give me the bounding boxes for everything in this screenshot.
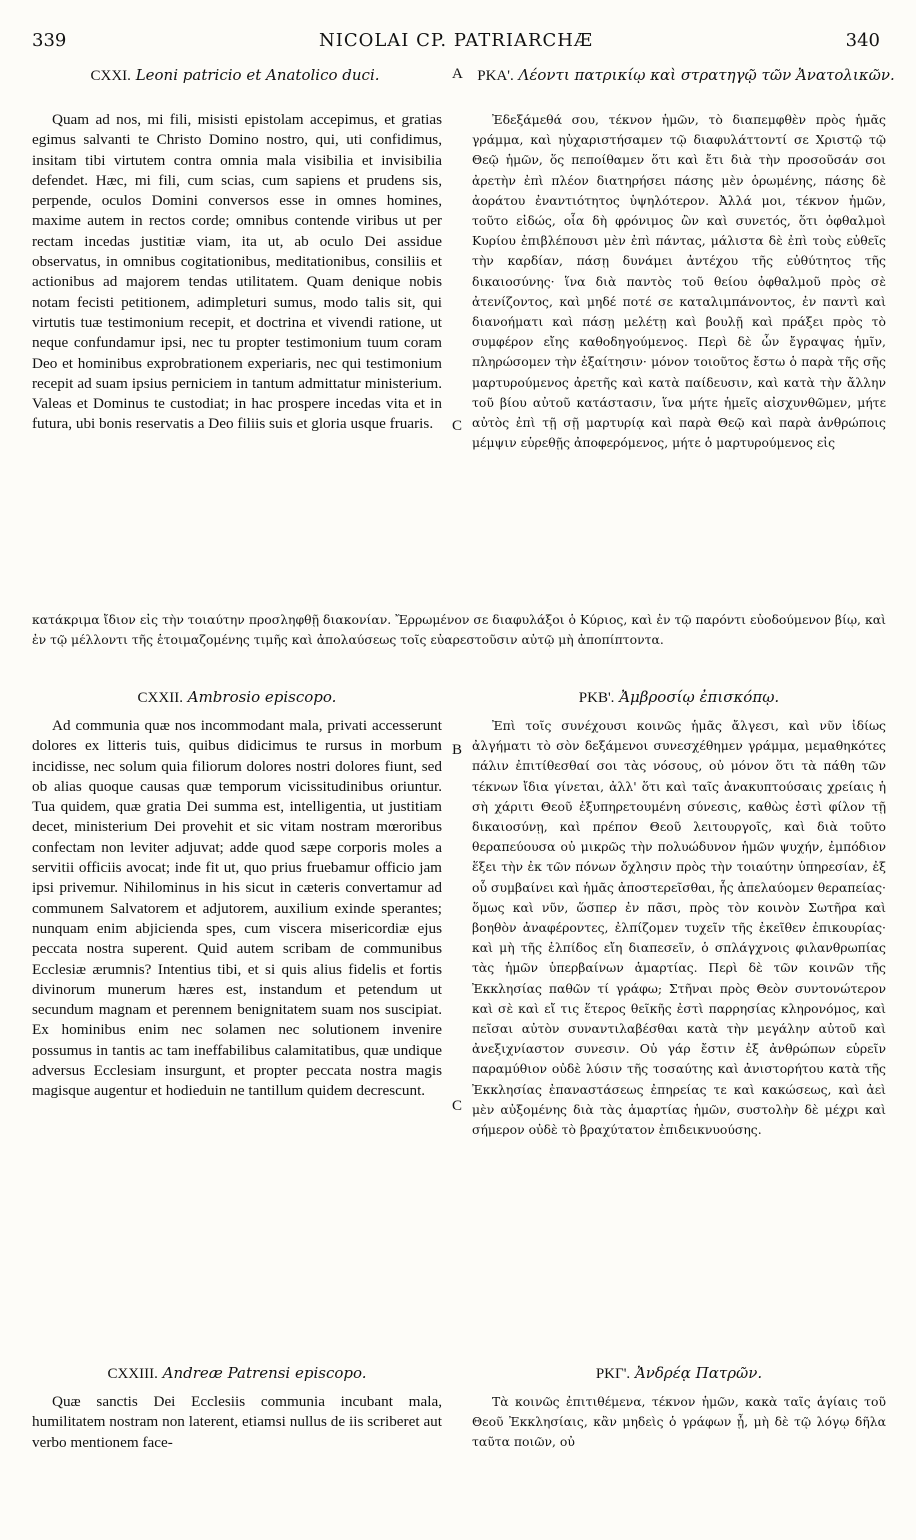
latin-heading-121 [70,66,400,85]
margin-letter-b: B [452,742,463,758]
greek-column-122 [472,716,886,1140]
latin-text-121: Quam ad nos, mi fili, misisti epistolam accepimus, et gratias egimus salvanti te Christo Domino nostro, qui, uti confidimus, insitam tibi virtutem contra omnia mala visibilia et invisibilia defendet. Hæc, mi fili, cum scias, cum sapiens et prudens sis, perpende, oculos Domini conversos esse in omnes homines, maxime autem in rectos corde; omnibus contende viribus ut per rectam incedas justitiæ viam, ita ut, ab oculo Dei assidue observatus, in omnibus cogitationibus, meditationibus, consiliis et actionibus ad majorem tendas utilitatem. Quam denique nobis notam fecisti petitionem, adimpleturi sumus, modo talis sit, qui virtutis tuæ testimonium recepit, et doctrina et vivendi ratione, ut neque confundamur ipsi, nec tu propter testimonium tuum coram Deo et hominibus exprobrationem experiaris, nec qui testimonium recepit ad suam ipsius perniciem in tantum admittatur ministerium. Valeas et Dominus te custodiat; in hac prospere incedas vita et in futura, ubi bonis reservatis a Deo filiis suis et gloria usque fruaris. [32,111,442,433]
running-head [32,30,880,60]
greek-text-122: Ἐπὶ τοῖς συνέχουσι κοινῶς ἡμᾶς ἄλγεσι, καὶ νῦν ἰδίως ἀλγήματι τὸ σὸν δεξάμενοι συνεσχέθημεν γράμμα, μεμαθηκότες πάλιν ἐπιτίθεσθαί σοι τὰς νόσους, οὐ μόνον ὅτι τὰ πάθη τῶν τέκνων ἴδια γίνεται, ἀλλ' ὅτι καὶ ταῖς ἀνακυπτούσαις χρείαις ἡ σὴ χάριτι Θεοῦ ἐξυπηρετουμένη σύνεσις, καθὼς ἐστὶ φίλον τῇ δικαιοσύνῃ, καὶ πρέπον Θεοῦ λειτουργοῖς, καὶ διὰ τοῦτο θεραπεύουσα οὐ μικρῶς τὴν πολυώδυνον ἡμῶν ψυχήν, ἐμπόδιον ἕξει τὴν ἐκ τῶν πόνων ὄχλησιν πρὸς τὴν τοιαύτην ὑπηρεσίαν, ἐξ οὗ συμβαίνει καὶ ἡμᾶς ἀποστερεῖσθαι, ἧς ἀπελαύομεν θεραπείας· ὅμως καὶ νῦν, ὥσπερ ἐν πᾶσι, πρὸς τὸν κοινὸν Σωτῆρα καὶ βοηθὸν ἀναφέροντες, ἐλπίζομεν τυχεῖν τῆς ἐκεῖθεν ἐπικουρίας· καὶ μὴ τῆς ἐλπίδος εἴη διαπεσεῖν, ὁ σπλάγχνοις φιλανθρωπίας τὰς ἡμῶν ὑπερβαίνων ἁμαρτίας. Περὶ δὲ τῶν κοινῶν τῆς Ἐκκλησίας παθῶν τί γράφω; Στῆναι πρὸς Θεὸν συντονώτερον καὶ σὲ καὶ εἴ τις ἕτερος θεῖκῆς ἐστὶ παρρησίας κληρονόμος, καὶ πεῖσαι αὐτὸν συναντιλαβέσθαι κατὰ τὴν μεγάλην αὐτοῦ καὶ ἀνεξιχνίαστον συνεσιν. Οὐ γάρ ἔστιν ἐξ ἀνθρώπων εὑρεῖν παραμύθιον οὐδὲ λύσιν τῆς τοσαύτης καὶ ἀνιστορήτου κατὰ τῆς Ἐκκλησίας ἐπαναστάσεως ἐπηρείας τε καὶ κακώσεως, καὶ ἀεὶ μὲν αὐξομένης διὰ τὰς ἁμαρτίας ἡμῶν, συστολὴν δὲ μέχρι καὶ σήμερον οὐδὲ τὸ βραχύτατον ἐπιδεικνυούσης. [472,718,886,1138]
greek-text-123: Τὰ κοινῶς ἐπιτιθέμενα, τέκνον ἡμῶν, κακὰ ταῖς ἁγίαις τοῦ Θεοῦ Ἐκκλησίαις, κἂν μηδεὶς ὁ γράφων ᾖ, μὴ δὲ τῷ λόγῳ δῆλα ταῦτα ποιῶν, οὐ [472,1394,886,1450]
margin-letter-c-1: C [452,418,463,434]
greek-title-123: Ἀνδρέᾳ Πατρῶν. [634,1364,763,1382]
latin-text-122: Ad communia quæ nos incommodant mala, privati accesserunt dolores ex litteris tuis, quibus didicimus te rursus in morbum incidisse, nec solum quia filiorum dolores nostri dolores fiunt, sed ob alias quoque causas quæ temporum vicissitudinibus oriuntur. Tua quidem, quæ gratia Dei summa est, intelligentia, ut justitiam decet, ministerium Dei provehit et sic vitam nostram mœroribus confectam non leviter adjuvat; adde quod sæpe corporis moles a servitii officiis avocat; inde fit ut, quo prius fruebamur officio jam ipsi privemur. Nihilominus in his sicut in cæteris convertamur ad communem Salvatorem et adjutorem, auxilium exinde sperantes; nunquam enim abjicienda spes, cum viscera misericordiæ ejus peccata nostra superent. Quid autem scribam de communibus Ecclesiæ ærumnis? Intentius tibi, et si quis alius fidelis et fortis divinorum munerum hæres est, instandum et petendum ut secundum magnam et perennem benignitatem suam nos suscipiat. Ex hominibus enim nec solamen nec solutionem invenire possumus in tantis ac tam ineffabilibus calamitatibus, quæ undique adversus Ecclesiam insurgunt, et propter peccata nostra magis magisque augentur et hodieduin ne tantillum quidem decrescunt. [32,717,442,1100]
latin-heading-122 [32,688,442,707]
greek-title-122: Ἀμβροσίῳ ἐπισκόπῳ. [619,688,780,706]
greek-spill-text-121: κατάκριμα ἴδιον εἰς τὴν τοιαύτην προσληφθῇ διακονίαν. Ἔρρωμένον σε διαφυλάξοι ὁ Κύριος, καὶ ἐν τῷ παρόντι εὐοδούμενον βίῳ, καὶ ἐν τῷ μέλλοντι τῆς ἑτοιμαζομένης τιμῆς καὶ ἀπολαύσεως τοῖς εὐαρεστοῦσιν αὐτῷ μὴ ἀποπίπτοντα. [32,612,886,648]
greek-number-123: ΡΚΓ'. [595,1366,631,1382]
greek-spill-121 [32,610,886,651]
page-number-right: 340 [845,30,880,51]
latin-column-123 [32,1392,442,1453]
page-number-left: 339 [32,30,67,51]
latin-title-121: Leoni patricio et Anatolico duci. [135,66,380,84]
greek-heading-121 [476,66,896,85]
running-title: NICOLAI CP. PATRIARCHÆ [318,30,594,51]
greek-number-122: ΡΚΒ'. [578,690,615,706]
latin-text-123: Quæ sanctis Dei Ecclesiis communia incubant mala, humilitatem nostram non laterent, etiamsi nullus de iis scriberet aut verbo mentionem face- [32,1393,442,1451]
latin-column-121 [32,110,442,435]
latin-title-123: Andreæ Patrensi episcopo. [162,1364,367,1382]
latin-title-122: Ambrosio episcopo. [187,688,337,706]
greek-number-121: ΡΚΑ'. [477,68,514,84]
greek-title-121: Λέοντι πατρικίῳ καὶ στρατηγῷ τῶν Ἀνατολικῶν. [518,66,895,84]
greek-heading-122 [472,688,886,707]
latin-heading-123 [32,1364,442,1383]
greek-column-123 [472,1392,886,1453]
latin-column-122 [32,716,442,1102]
latin-number-121: CXXI. [90,68,131,84]
greek-text-121: Ἐδεξάμεθά σου, τέκνον ἡμῶν, τὸ διαπεμφθὲν πρὸς ἡμᾶς γράμμα, καὶ ηὐχαριστήσαμεν τῷ διαφυλάττοντί σε Χριστῷ τῷ Θεῷ ἡμῶν, ὅς πεποίθαμεν ὅτι καὶ ἔτι διὰ τὴν προσοῦσάν σοι ἀρετὴν ἐπὶ πλέον διατηρήσει πάσης μὲν ὁρωμένης, πάσης δὲ ἀοράτου ἐναντιότητος ὑψηλότερον. Ἀλλά μοι, τέκνον ἡμῶν, τοῦτο εἰδώς, οἷα δὴ φρόνιμος ὢν καὶ συνετός, ὅτι ὀφθαλμοὶ Κυρίου ἐπιβλέπουσι μὲν ἐπὶ πάντας, μάλιστα δὲ ἐπὶ τοὺς εὐθεῖς τὴν καρδίαν, πάσῃ δυνάμει ἀντέχου τῆς εὐθύτητος τῆς δικαιοσύνης· ἵνα διὰ παντὸς τοῦ θείου ὀφθαλμοῦ πρὸς σὲ ἀτενίζοντος, καὶ μηδέ ποτέ σε καταλιμπάνοντος, ἐν παντὶ καὶ διανοήματι καὶ πάσῃ μελέτῃ καὶ βουλῇ καὶ πράξει πρὸς τὸ συμφέρον εἴης καθοδηγούμενος. Περὶ δὲ ὧν ἔγραψας ἡμῖν, πληρώσομεν τὴν ἐξαίτησιν· μόνον τοιοῦτος ἔστω ὁ παρὰ τῆς σῆς μαρτυρούμενος ἀρετῆς καὶ κατὰ παίδευσιν, καὶ κατὰ τὴν ἄλλην τοῦ βίου αὐτοῦ κατάστασιν, ἵνα μήτε ἡμεῖς αἰσχυνθῶμεν, μήτε αὐτὸς ἐπὶ τῇ σῇ μαρτυρίᾳ καὶ παρὰ Θεῷ καὶ παρὰ ἀνθρώποις μέμψιν εὑρεθῇς ἀποφερόμενος, μήτε ὁ μαρτυρούμενος εἰς [472,112,886,451]
margin-letter-c-2: C [452,1098,463,1114]
margin-letter-a: A [452,66,463,82]
greek-heading-123 [472,1364,886,1383]
greek-column-121 [472,110,886,453]
latin-number-123: CXXIII. [107,1366,158,1382]
latin-number-122: CXXII. [137,690,183,706]
